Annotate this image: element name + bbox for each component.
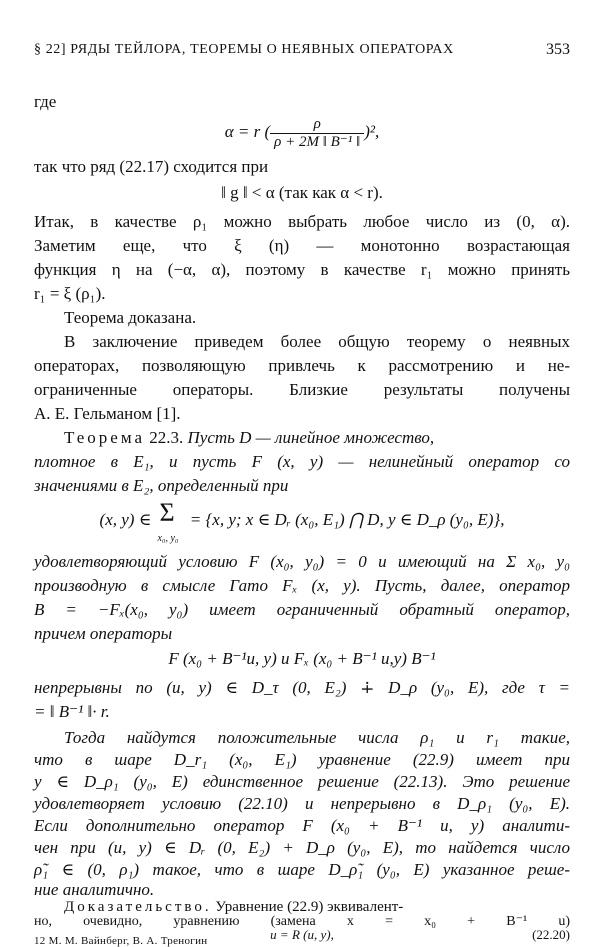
text-line: значениями в E₂, определенный при [34, 476, 289, 495]
proof-label: Доказательство. [64, 899, 212, 915]
equation-set-lhs: (x, y) ∈ [99, 510, 152, 529]
text-line: ρ̃₁ ∈ (0, ρ₁) такое, что в шаре D_ρ̃₁ (y₀, E) указанное реше- [34, 860, 570, 879]
theorem-text-start: Пусть D — линейное множество, [187, 428, 435, 447]
equation-set [34, 498, 570, 548]
text-line: непрерывны по (u, y) ∈ D_τ (0, E₂) ∔ D_ρ (y₀, E), где τ = [34, 678, 570, 697]
text-line: ограниченные операторы. Близкие результаты получены [34, 380, 570, 399]
text-line: производную в смысле Гато Fₓ (x, y). Пусть, далее, оператор [34, 576, 570, 595]
equation-final-body: u = R (u, y), [270, 927, 334, 942]
equation-alpha-fraction [270, 116, 364, 151]
sum-symbol [156, 498, 186, 545]
text-line: Теорема доказана. [64, 308, 197, 327]
header-title: § 22] РЯДЫ ТЕЙЛОРА, ТЕОРЕМЫ О НЕЯВНЫХ ОПЕРАТОРАХ [34, 42, 454, 57]
text-line: ние аналитично. [34, 880, 155, 899]
text-line: = ‖ B⁻¹ ‖· r. [34, 702, 110, 721]
text-line: А. Е. Гельманом [1]. [34, 404, 181, 423]
running-header [34, 38, 570, 62]
text-line: причем операторы [34, 624, 173, 643]
text-line: B = −Fₓ(x₀, y₀) имеет ограниченный обратный оператор, [34, 600, 570, 619]
equation-alpha [34, 112, 570, 152]
equation-operators: F (x₀ + B⁻¹u, y) и Fₓ (x₀ + B⁻¹ u,y) B⁻¹ [168, 649, 436, 668]
sum-subscript: x₀, y₀ [157, 533, 179, 545]
page-footer: 12 М. М. Вайнберг, В. А. Треногин [34, 935, 208, 947]
text-line: операторах, позволяющую привлечь к рассмотрению и не- [34, 356, 570, 375]
text-line: удовлетворяет условию (22.10) и непрерывно в D_ρ₁ (y₀, E). [34, 794, 570, 813]
page-number: 353 [546, 41, 570, 58]
text-line: удовлетворяющий условию F (x₀, y₀) = 0 и имеющий на Σ x₀, y₀ [34, 552, 570, 571]
fraction-denominator: ρ + 2M ‖ B⁻¹ ‖ [270, 133, 364, 151]
text-line: так что ряд (22.17) сходится при [34, 157, 269, 176]
equation-set-rhs: = {x, y; x ∈ Dᵣ (x₀, E₁) ⋂ D, y ∈ D_ρ (y₀, E)}, [189, 510, 505, 529]
text-line: В заключение приведем более общую теорему о неявных [64, 332, 570, 351]
theorem-label: Теорема [64, 428, 146, 447]
text-line: Если дополнительно оператор F (x₀ + B⁻¹ u, y) аналити- [34, 816, 570, 835]
text-line: Итак, в качестве ρ₁ можно выбрать любое число из (0, α). [34, 212, 570, 231]
theorem-heading-line [34, 426, 570, 450]
sum-sign: Σ [159, 498, 175, 528]
fraction-numerator: ρ [313, 115, 321, 132]
text-line: функция η на (−α, α), поэтому в качестве r₁ можно принять [34, 260, 570, 279]
equation-number: (22.20) [532, 927, 570, 942]
equation-alpha-rhs: )², [364, 122, 380, 141]
text-line: плотное в E₁, и пусть F (x, y) — нелинейный оператор со [34, 452, 570, 471]
text-line: r₁ = ξ (ρ₁). [34, 284, 106, 303]
text-line: что в шаре D_r₁ (x₀, E₁) уравнение (22.9) имеет при [34, 750, 570, 769]
text-line: Тогда найдутся положительные числа ρ₁ и r₁ такие, [64, 728, 570, 747]
text-line: где [34, 92, 57, 111]
proof-text-start: Уравнение (22.9) эквивалент- [211, 899, 404, 915]
text-line: y ∈ D_ρ₁ (y₀, E) единственное решение (22.13). Это решение [34, 772, 570, 791]
inequality-line: ‖ g ‖ < α (так как α < r). [221, 183, 383, 202]
text-line: чен при (u, y) ∈ Dᵣ (0, E₂) + D_ρ (y₀, E), то найдется число [34, 838, 570, 857]
equation-alpha-lhs: α = r ( [224, 122, 271, 141]
text-line: Заметим еще, что ξ (η) — монотонно возрастающая [34, 236, 570, 255]
text-line: но, очевидно, уравнению (замена x = x₀ + B⁻¹ u) [34, 914, 570, 929]
theorem-number: 22.3. [145, 428, 188, 447]
